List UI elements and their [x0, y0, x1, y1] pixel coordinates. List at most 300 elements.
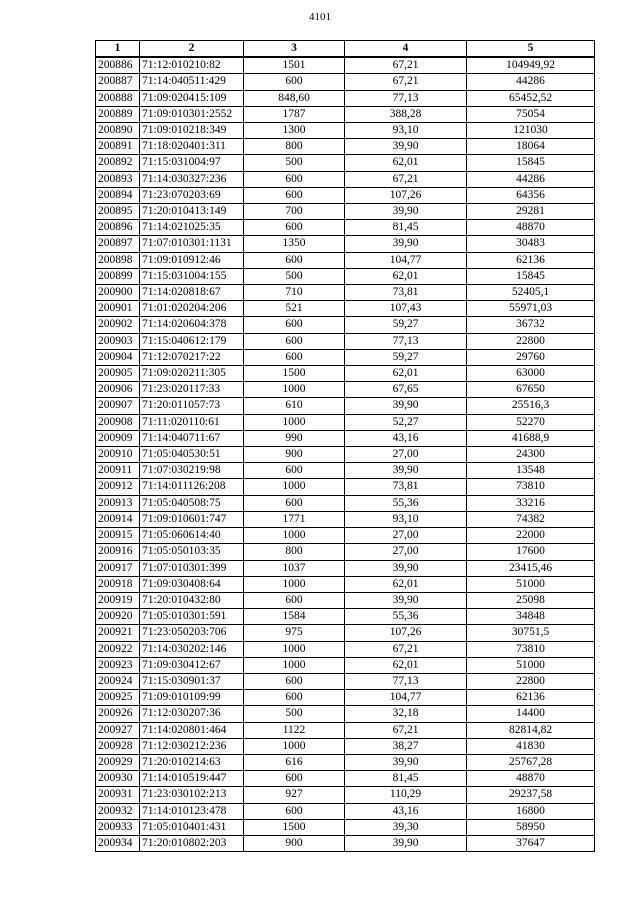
- amount-value: 22800: [467, 673, 595, 689]
- cadastral-number: 71:07:030219:98: [140, 463, 244, 479]
- record-number: 200907: [96, 398, 140, 414]
- rate-value: 39,90: [345, 560, 467, 576]
- amount-value: 36732: [467, 317, 595, 333]
- table-row: [96, 349, 595, 365]
- rate-value: 55,36: [345, 609, 467, 625]
- cadastral-number: 71:23:070203:69: [140, 187, 244, 203]
- cadastral-number: 71:14:020801:464: [140, 722, 244, 738]
- rate-value: 59,27: [345, 349, 467, 365]
- area-value: 600: [244, 803, 345, 819]
- cadastral-number: 71:12:070217:22: [140, 349, 244, 365]
- record-number: 200900: [96, 285, 140, 301]
- table-row: [96, 625, 595, 641]
- amount-value: 51000: [467, 576, 595, 592]
- record-number: 200896: [96, 220, 140, 236]
- cadastral-number: 71:12:030207:36: [140, 706, 244, 722]
- record-number: 200918: [96, 576, 140, 592]
- column-header-2: 2: [140, 41, 244, 58]
- rate-value: 62,01: [345, 657, 467, 673]
- table-row: [96, 754, 595, 770]
- amount-value: 30483: [467, 236, 595, 252]
- cadastral-number: 71:05:060614:40: [140, 528, 244, 544]
- table-row: [96, 479, 595, 495]
- area-value: 1000: [244, 414, 345, 430]
- rate-value: 62,01: [345, 155, 467, 171]
- column-header-5: 5: [467, 41, 595, 58]
- rate-value: 62,01: [345, 366, 467, 382]
- record-number: 200933: [96, 819, 140, 835]
- table-row: [96, 123, 595, 139]
- record-number: 200910: [96, 447, 140, 463]
- area-value: 600: [244, 690, 345, 706]
- rate-value: 39,90: [345, 754, 467, 770]
- rate-value: 388,28: [345, 106, 467, 122]
- rate-value: 43,16: [345, 803, 467, 819]
- rate-value: 39,90: [345, 463, 467, 479]
- area-value: 600: [244, 673, 345, 689]
- area-value: 1000: [244, 479, 345, 495]
- cadastral-number: 71:09:020211:305: [140, 366, 244, 382]
- area-value: 600: [244, 220, 345, 236]
- amount-value: 73810: [467, 479, 595, 495]
- cadastral-number: 71:14:021025:35: [140, 220, 244, 236]
- area-value: 1000: [244, 382, 345, 398]
- rate-value: 73,81: [345, 479, 467, 495]
- table-row: [96, 463, 595, 479]
- amount-value: 37647: [467, 835, 595, 851]
- table-row: [96, 771, 595, 787]
- amount-value: 29760: [467, 349, 595, 365]
- amount-value: 44286: [467, 74, 595, 90]
- record-number: 200904: [96, 349, 140, 365]
- area-value: 1000: [244, 576, 345, 592]
- cadastral-number: 71:12:010210:82: [140, 57, 244, 74]
- cadastral-number: 71:05:010301:591: [140, 609, 244, 625]
- record-number: 200917: [96, 560, 140, 576]
- land-register-table: [95, 40, 595, 852]
- record-number: 200893: [96, 171, 140, 187]
- record-number: 200892: [96, 155, 140, 171]
- rate-value: 67,21: [345, 722, 467, 738]
- table-row: [96, 706, 595, 722]
- record-number: 200928: [96, 738, 140, 754]
- amount-value: 15845: [467, 268, 595, 284]
- amount-value: 13548: [467, 463, 595, 479]
- table-row: [96, 220, 595, 236]
- table-row: [96, 447, 595, 463]
- rate-value: 104,77: [345, 252, 467, 268]
- amount-value: 62136: [467, 252, 595, 268]
- cadastral-number: 71:09:010912:46: [140, 252, 244, 268]
- cadastral-number: 71:14:030202:146: [140, 641, 244, 657]
- header-row: [96, 41, 595, 58]
- rate-value: 39,90: [345, 592, 467, 608]
- amount-value: 51000: [467, 657, 595, 673]
- amount-value: 121030: [467, 123, 595, 139]
- record-number: 200925: [96, 690, 140, 706]
- area-value: 800: [244, 139, 345, 155]
- table-row: [96, 787, 595, 803]
- area-value: 1122: [244, 722, 345, 738]
- record-number: 200903: [96, 333, 140, 349]
- amount-value: 52405,1: [467, 285, 595, 301]
- record-number: 200890: [96, 123, 140, 139]
- record-number: 200888: [96, 90, 140, 106]
- cadastral-number: 71:09:030408:64: [140, 576, 244, 592]
- table-row: [96, 333, 595, 349]
- cadastral-number: 71:09:010301:2552: [140, 106, 244, 122]
- area-value: 700: [244, 204, 345, 220]
- cadastral-number: 71:14:010123:478: [140, 803, 244, 819]
- rate-value: 39,90: [345, 236, 467, 252]
- amount-value: 48870: [467, 771, 595, 787]
- rate-value: 67,65: [345, 382, 467, 398]
- table-row: [96, 544, 595, 560]
- cadastral-number: 71:14:040511:429: [140, 74, 244, 90]
- amount-value: 22800: [467, 333, 595, 349]
- record-number: 200919: [96, 592, 140, 608]
- cadastral-number: 71:14:020818:67: [140, 285, 244, 301]
- amount-value: 14400: [467, 706, 595, 722]
- rate-value: 43,16: [345, 430, 467, 446]
- record-number: 200922: [96, 641, 140, 657]
- column-header-4: 4: [345, 41, 467, 58]
- rate-value: 27,00: [345, 528, 467, 544]
- amount-value: 23415,46: [467, 560, 595, 576]
- rate-value: 38,27: [345, 738, 467, 754]
- area-value: 600: [244, 771, 345, 787]
- cadastral-number: 71:09:010109:99: [140, 690, 244, 706]
- area-value: 1000: [244, 528, 345, 544]
- record-number: 200931: [96, 787, 140, 803]
- record-number: 200902: [96, 317, 140, 333]
- table-row: [96, 171, 595, 187]
- cadastral-number: 71:15:031004:97: [140, 155, 244, 171]
- rate-value: 67,21: [345, 171, 467, 187]
- record-number: 200908: [96, 414, 140, 430]
- table-row: [96, 139, 595, 155]
- table-row: [96, 641, 595, 657]
- cadastral-number: 71:09:030412:67: [140, 657, 244, 673]
- table-row: [96, 382, 595, 398]
- amount-value: 58950: [467, 819, 595, 835]
- amount-value: 33216: [467, 495, 595, 511]
- amount-value: 17600: [467, 544, 595, 560]
- record-number: 200895: [96, 204, 140, 220]
- rate-value: 73,81: [345, 285, 467, 301]
- amount-value: 30751,5: [467, 625, 595, 641]
- rate-value: 27,00: [345, 544, 467, 560]
- column-header-3: 3: [244, 41, 345, 58]
- area-value: 600: [244, 74, 345, 90]
- area-value: 521: [244, 301, 345, 317]
- table-row: [96, 252, 595, 268]
- cadastral-number: 71:20:010214:63: [140, 754, 244, 770]
- record-number: 200934: [96, 835, 140, 851]
- record-number: 200889: [96, 106, 140, 122]
- record-number: 200901: [96, 301, 140, 317]
- record-number: 200916: [96, 544, 140, 560]
- table-row: [96, 722, 595, 738]
- area-value: 600: [244, 252, 345, 268]
- table-row: [96, 236, 595, 252]
- rate-value: 39,90: [345, 835, 467, 851]
- cadastral-number: 71:12:030212:236: [140, 738, 244, 754]
- rate-value: 77,13: [345, 673, 467, 689]
- table-row: [96, 106, 595, 122]
- cadastral-number: 71:09:010218:349: [140, 123, 244, 139]
- record-number: 200894: [96, 187, 140, 203]
- area-value: 610: [244, 398, 345, 414]
- rate-value: 39,30: [345, 819, 467, 835]
- area-value: 616: [244, 754, 345, 770]
- amount-value: 18064: [467, 139, 595, 155]
- table-row: [96, 803, 595, 819]
- table-row: [96, 74, 595, 90]
- rate-value: 104,77: [345, 690, 467, 706]
- cadastral-number: 71:07:010301:399: [140, 560, 244, 576]
- table-header: [96, 41, 595, 58]
- table-row: [96, 528, 595, 544]
- record-number: 200887: [96, 74, 140, 90]
- rate-value: 62,01: [345, 576, 467, 592]
- cadastral-number: 71:18:020401:311: [140, 139, 244, 155]
- table-row: [96, 317, 595, 333]
- table-row: [96, 673, 595, 689]
- record-number: 200926: [96, 706, 140, 722]
- rate-value: 39,90: [345, 139, 467, 155]
- record-number: 200921: [96, 625, 140, 641]
- table-row: [96, 511, 595, 527]
- amount-value: 52270: [467, 414, 595, 430]
- area-value: 990: [244, 430, 345, 446]
- area-value: 600: [244, 187, 345, 203]
- cadastral-number: 71:20:010432:80: [140, 592, 244, 608]
- area-value: 800: [244, 544, 345, 560]
- area-value: 1584: [244, 609, 345, 625]
- amount-value: 25516,3: [467, 398, 595, 414]
- rate-value: 93,10: [345, 511, 467, 527]
- record-number: 200913: [96, 495, 140, 511]
- record-number: 200911: [96, 463, 140, 479]
- area-value: 500: [244, 268, 345, 284]
- table-row: [96, 155, 595, 171]
- amount-value: 41688,9: [467, 430, 595, 446]
- rate-value: 67,21: [345, 74, 467, 90]
- cadastral-number: 71:07:010301:1131: [140, 236, 244, 252]
- area-value: 600: [244, 317, 345, 333]
- rate-value: 110,29: [345, 787, 467, 803]
- cadastral-number: 71:05:040530:51: [140, 447, 244, 463]
- amount-value: 75054: [467, 106, 595, 122]
- cadastral-number: 71:14:011126:208: [140, 479, 244, 495]
- table-row: [96, 414, 595, 430]
- table-row: [96, 495, 595, 511]
- cadastral-number: 71:20:010413:149: [140, 204, 244, 220]
- cadastral-number: 71:09:010601:747: [140, 511, 244, 527]
- record-number: 200915: [96, 528, 140, 544]
- table-row: [96, 90, 595, 106]
- area-value: 600: [244, 349, 345, 365]
- amount-value: 24300: [467, 447, 595, 463]
- table-row: [96, 398, 595, 414]
- amount-value: 16800: [467, 803, 595, 819]
- cadastral-number: 71:05:040508:75: [140, 495, 244, 511]
- area-value: 1350: [244, 236, 345, 252]
- amount-value: 41830: [467, 738, 595, 754]
- record-number: 200886: [96, 57, 140, 74]
- area-value: 1000: [244, 641, 345, 657]
- amount-value: 34848: [467, 609, 595, 625]
- amount-value: 74382: [467, 511, 595, 527]
- record-number: 200912: [96, 479, 140, 495]
- area-value: 600: [244, 463, 345, 479]
- cadastral-number: 71:05:010401:431: [140, 819, 244, 835]
- amount-value: 25767,28: [467, 754, 595, 770]
- rate-value: 52,27: [345, 414, 467, 430]
- amount-value: 55971,03: [467, 301, 595, 317]
- rate-value: 67,21: [345, 57, 467, 74]
- rate-value: 81,45: [345, 771, 467, 787]
- cadastral-number: 71:23:030102:213: [140, 787, 244, 803]
- record-number: 200924: [96, 673, 140, 689]
- record-number: 200929: [96, 754, 140, 770]
- area-value: 1500: [244, 819, 345, 835]
- area-value: 1787: [244, 106, 345, 122]
- rate-value: 81,45: [345, 220, 467, 236]
- amount-value: 29281: [467, 204, 595, 220]
- record-number: 200930: [96, 771, 140, 787]
- table-row: [96, 301, 595, 317]
- record-number: 200891: [96, 139, 140, 155]
- cadastral-number: 71:01:020204:206: [140, 301, 244, 317]
- rate-value: 107,43: [345, 301, 467, 317]
- table-row: [96, 204, 595, 220]
- cadastral-number: 71:15:031004:155: [140, 268, 244, 284]
- record-number: 200932: [96, 803, 140, 819]
- record-number: 200899: [96, 268, 140, 284]
- area-value: 600: [244, 333, 345, 349]
- record-number: 200905: [96, 366, 140, 382]
- area-value: 1037: [244, 560, 345, 576]
- table-row: [96, 268, 595, 284]
- table-row: [96, 592, 595, 608]
- cadastral-number: 71:14:030327:236: [140, 171, 244, 187]
- table-row: [96, 576, 595, 592]
- table-row: [96, 835, 595, 851]
- rate-value: 39,90: [345, 204, 467, 220]
- table-row: [96, 819, 595, 835]
- column-header-1: 1: [96, 41, 140, 58]
- record-number: 200927: [96, 722, 140, 738]
- rate-value: 27,00: [345, 447, 467, 463]
- page-number: 4101: [309, 11, 331, 23]
- amount-value: 22000: [467, 528, 595, 544]
- record-number: 200914: [96, 511, 140, 527]
- cadastral-number: 71:15:030901:37: [140, 673, 244, 689]
- table-row: [96, 609, 595, 625]
- table-row: [96, 187, 595, 203]
- rate-value: 59,27: [345, 317, 467, 333]
- cadastral-number: 71:11:020110:61: [140, 414, 244, 430]
- area-value: 1501: [244, 57, 345, 74]
- rate-value: 77,13: [345, 333, 467, 349]
- rate-value: 32,18: [345, 706, 467, 722]
- amount-value: 64356: [467, 187, 595, 203]
- table-body: [96, 57, 595, 851]
- amount-value: 44286: [467, 171, 595, 187]
- cadastral-number: 71:14:020604:378: [140, 317, 244, 333]
- record-number: 200909: [96, 430, 140, 446]
- record-number: 200898: [96, 252, 140, 268]
- table-row: [96, 738, 595, 754]
- area-value: 500: [244, 706, 345, 722]
- area-value: 900: [244, 835, 345, 851]
- area-value: 1000: [244, 657, 345, 673]
- rate-value: 93,10: [345, 123, 467, 139]
- area-value: 900: [244, 447, 345, 463]
- amount-value: 62136: [467, 690, 595, 706]
- rate-value: 77,13: [345, 90, 467, 106]
- table-row: [96, 430, 595, 446]
- record-number: 200906: [96, 382, 140, 398]
- cadastral-number: 71:05:050103:35: [140, 544, 244, 560]
- area-value: 600: [244, 592, 345, 608]
- area-value: 710: [244, 285, 345, 301]
- area-value: 848,60: [244, 90, 345, 106]
- area-value: 1500: [244, 366, 345, 382]
- amount-value: 48870: [467, 220, 595, 236]
- table-row: [96, 657, 595, 673]
- table-row: [96, 366, 595, 382]
- amount-value: 82814,82: [467, 722, 595, 738]
- amount-value: 63000: [467, 366, 595, 382]
- area-value: 600: [244, 495, 345, 511]
- amount-value: 67650: [467, 382, 595, 398]
- cadastral-number: 71:23:050203:706: [140, 625, 244, 641]
- cadastral-number: 71:14:010519:447: [140, 771, 244, 787]
- table-row: [96, 57, 595, 74]
- area-value: 1000: [244, 738, 345, 754]
- area-value: 500: [244, 155, 345, 171]
- area-value: 600: [244, 171, 345, 187]
- amount-value: 15845: [467, 155, 595, 171]
- cadastral-number: 71:09:020415:109: [140, 90, 244, 106]
- amount-value: 104949,92: [467, 57, 595, 74]
- rate-value: 67,21: [345, 641, 467, 657]
- table-row: [96, 560, 595, 576]
- area-value: 927: [244, 787, 345, 803]
- table-row: [96, 690, 595, 706]
- area-value: 1300: [244, 123, 345, 139]
- rate-value: 55,36: [345, 495, 467, 511]
- cadastral-number: 71:23:020117:33: [140, 382, 244, 398]
- amount-value: 29237,58: [467, 787, 595, 803]
- rate-value: 107,26: [345, 187, 467, 203]
- cadastral-number: 71:20:011057:73: [140, 398, 244, 414]
- table-row: [96, 285, 595, 301]
- area-value: 1771: [244, 511, 345, 527]
- rate-value: 39,90: [345, 398, 467, 414]
- cadastral-number: 71:15:040612:179: [140, 333, 244, 349]
- record-number: 200920: [96, 609, 140, 625]
- rate-value: 62,01: [345, 268, 467, 284]
- amount-value: 25098: [467, 592, 595, 608]
- cadastral-number: 71:14:040711:67: [140, 430, 244, 446]
- record-number: 200923: [96, 657, 140, 673]
- cadastral-number: 71:20:010802:203: [140, 835, 244, 851]
- area-value: 975: [244, 625, 345, 641]
